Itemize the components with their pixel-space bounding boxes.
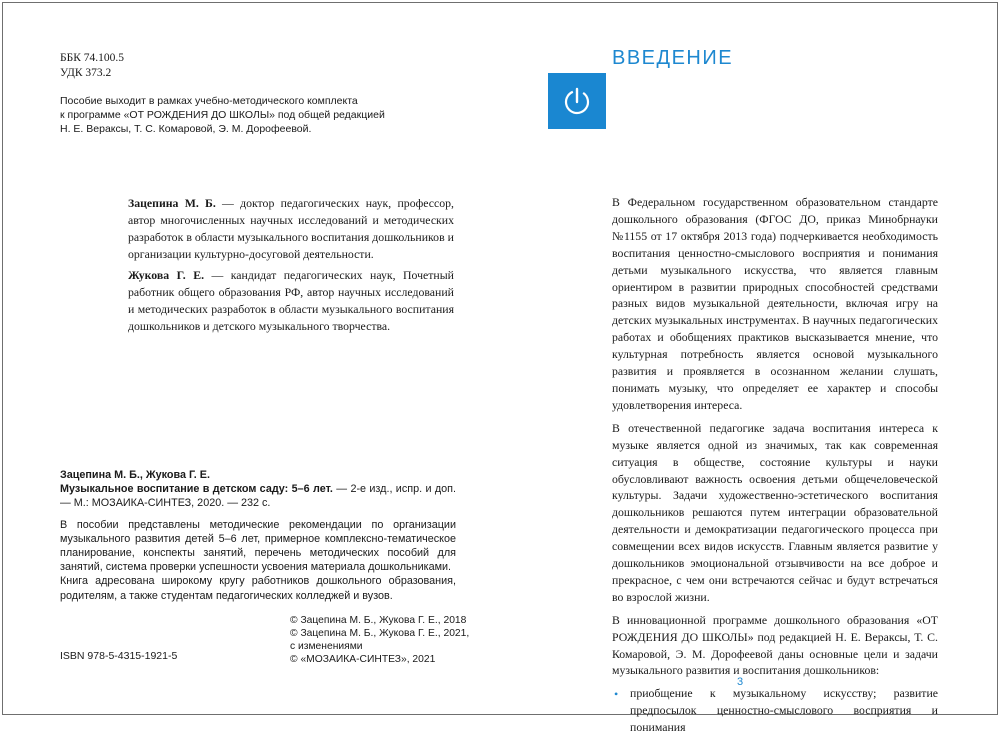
introduction-text xyxy=(612,194,938,742)
card-authors: Зацепина М. Б., Жукова Г. Е. xyxy=(60,469,210,481)
author-name: Жукова Г. Е. xyxy=(128,268,205,282)
card-title: Музыкальное воспитание в детском саду: 5–6 лет. xyxy=(60,483,333,496)
copyright-line: с изменениями xyxy=(290,641,363,652)
card-citation xyxy=(60,482,456,510)
paragraph: В отечественной педагогике задача воспитания интереса к музыке является одной из значимых, так как современная ситуация в обществе, состояние культуры и науки обусловливают важность освоения детьми общечеловеческой культуры. Задачи художественно-эстетического воспитания дошкольников решаются путем интеграции образовательной деятельности и демократизации педагогического процесса при совмещении всех видов искусств. Главным является развитие у дошкольников эмоциональной отзывчивости на все доброе и прекрасное, с чем они встречаются сейчас и будут встречаться во взрослой жизни. xyxy=(612,420,938,604)
classification-codes xyxy=(60,51,124,80)
series-line: Н. Е. Вераксы, Т. С. Комаровой, Э. М. Дорофеевой. xyxy=(60,123,312,135)
card-edition: — 2-е изд., испр. и доп. — М.: МОЗАИКА-СИНТЕЗ, 2020. — 232 с. xyxy=(60,483,456,510)
author-entry xyxy=(128,267,454,335)
section-title: ВВЕДЕНИЕ xyxy=(612,47,734,69)
page-number: 3 xyxy=(737,676,744,688)
isbn: ISBN 978-5-4315-1921-5 xyxy=(60,650,178,662)
udk-code: УДК 373.2 xyxy=(60,66,112,79)
left-page xyxy=(0,0,500,717)
copyright-line: © «МОЗАИКА-СИНТЕЗ», 2021 xyxy=(290,654,436,665)
bbk-code: ББК 74.100.5 xyxy=(60,52,125,64)
bullet-dot-icon: • xyxy=(614,687,619,702)
bullet-text: приобщение к музыкальному искусству; развитие предпосылок ценностно-смыслового восприятия и понимания xyxy=(630,686,938,735)
author-bio: — доктор педагогических наук, профессор, автор многочисленных научных исследований и методических разработок в области музыкального воспитания дошкольников и организации культурно-досуговой деятельности. xyxy=(128,196,454,261)
paragraph: В инновационной программе дошкольного образования «ОТ РОЖДЕНИЯ ДО ШКОЛЫ» под редакцией Н. Е. Вераксы, Т. С. Комаровой, Э. М. Дорофеевой даны основные цели и задачи музыкального развития и воспитания дошкольников: xyxy=(612,612,938,678)
series-note xyxy=(60,94,385,136)
section-icon-box xyxy=(548,73,606,129)
copyright-line: © Зацепина М. Б., Жукова Г. Е., 2018 xyxy=(290,615,467,626)
series-line: Пособие выходит в рамках учебно-методического комплекта xyxy=(60,95,358,107)
copyright-line: © Зацепина М. Б., Жукова Г. Е., 2021, xyxy=(290,628,470,639)
card-annotation: Книга адресована широкому кругу работников дошкольного образования, родителям, а также студентам педагогических колледжей и вузов. xyxy=(60,575,456,602)
power-icon xyxy=(562,86,592,116)
copyright-block xyxy=(290,614,469,666)
author-bio: — кандидат педагогических наук, Почетный работник общего образования РФ, автор научных исследований и методических разработок в области музыкального воспитания дошкольников и детского музыкального творчества. xyxy=(128,268,454,333)
series-line: к программе «ОТ РОЖДЕНИЯ ДО ШКОЛЫ» под общей редакцией xyxy=(60,109,385,121)
bullet-item xyxy=(612,685,938,736)
author-name: Зацепина М. Б. xyxy=(128,196,216,210)
author-entry xyxy=(128,195,454,263)
paragraph: В Федеральном государственном образовательном стандарте дошкольного образования (ФГОС ДО, приказ Минобрнауки №1155 от 17 октября 2013 года) подчеркивается необходимость воспитания ценностно-смыслового восприятия и понимания детьми музыкального искусства, что является главным ориентиром в развитии природных способностей средствами разных видов музыкальной деятельности, включая игру на детских музыкальных инструментах. В научных педагогических работах и обобщениях практиков высказывается мнение, что культурная потребность является основой музыкального развития и проявляется в осознанном желании слушать, понимать музыку, что определяет ее характер и способы удовлетворения интереса. xyxy=(612,195,938,412)
card-annotation: В пособии представлены методические рекомендации по организации музыкального развития детей 5–6 лет, примерное комплексно-тематическое планирование, конспекты занятий, перечень методических пособий для занятий, система проверки успешности усвоения материала дошкольниками. xyxy=(60,518,456,574)
catalog-card xyxy=(60,468,456,603)
authors-block xyxy=(128,195,454,339)
